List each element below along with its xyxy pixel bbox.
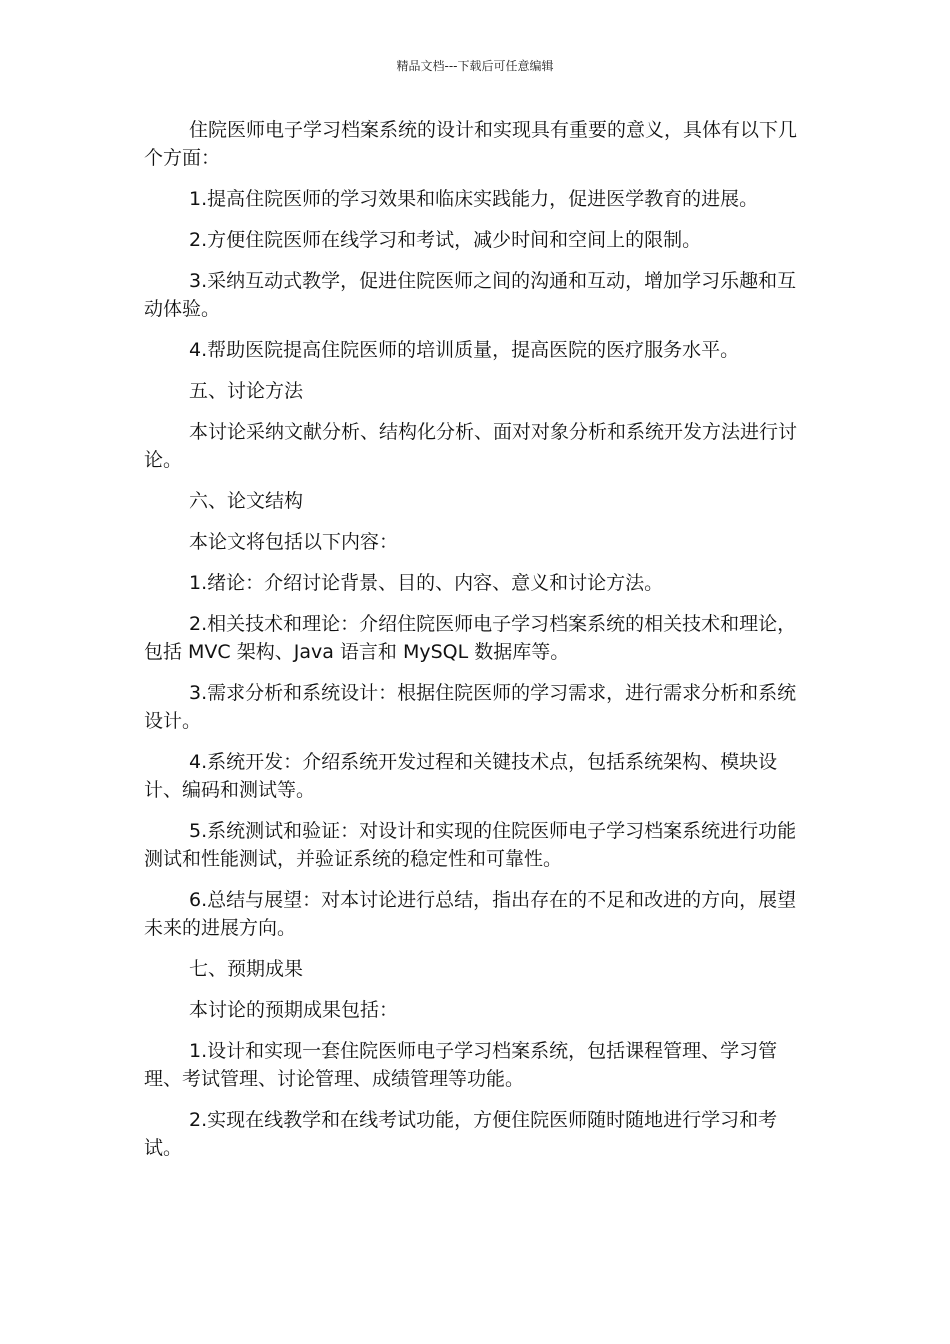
paragraph-significance-4: 4.帮助医院提高住院医师的培训质量，提高医院的医疗服务水平。 [189,339,740,361]
paragraph-outcomes-1: 1.设计和实现一套住院医师电子学习档案系统，包括课程管理、学习管理、考试管理、讨论管理、成绩管理等功能。 [144,1040,778,1090]
section-heading-outcomes: 七、预期成果 [189,958,304,980]
paragraph-methods: 本讨论采纳文献分析、结构化分析、面对对象分析和系统开发方法进行讨论。 [144,421,798,471]
paragraph-structure-4: 4.系统开发：介绍系统开发过程和关键技术点，包括系统架构、模块设计、编码和测试等。 [144,751,778,801]
paragraph-outcomes-intro: 本讨论的预期成果包括： [189,999,399,1021]
paragraph-structure-3: 3.需求分析和系统设计：根据住院医师的学习需求，进行需求分析和系统设计。 [144,682,797,732]
paragraph-significance-intro: 住院医师电子学习档案系统的设计和实现具有重要的意义，具体有以下几个方面： [144,119,798,169]
paragraph-significance-1: 1.提高住院医师的学习效果和临床实践能力，促进医学教育的进展。 [189,188,759,210]
paragraph-structure-2: 2.相关技术和理论：介绍住院医师电子学习档案系统的相关技术和理论，包括 MVC 架构、Java 语言和 MySQL 数据库等。 [144,613,797,663]
paragraph-structure-6: 6.总结与展望：对本讨论进行总结，指出存在的不足和改进的方向，展望未来的进展方向。 [144,889,797,939]
section-heading-structure: 六、论文结构 [189,490,304,512]
page-header: 精品文档---下载后可任意编辑 [396,59,554,73]
section-heading-methods: 五、讨论方法 [189,380,304,402]
paragraph-structure-intro: 本论文将包括以下内容： [189,531,399,553]
paragraph-structure-5: 5.系统测试和验证：对设计和实现的住院医师电子学习档案系统进行功能测试和性能测试，并验证系统的稳定性和可靠性。 [144,820,797,870]
paragraph-significance-3: 3.采纳互动式教学，促进住院医师之间的沟通和互动，增加学习乐趣和互动体验。 [144,270,797,320]
paragraph-significance-2: 2.方便住院医师在线学习和考试，减少时间和空间上的限制。 [189,229,702,251]
paragraph-outcomes-2: 2.实现在线教学和在线考试功能，方便住院医师随时随地进行学习和考试。 [144,1109,778,1159]
paragraph-structure-1: 1.绪论：介绍讨论背景、目的、内容、意义和讨论方法。 [189,572,664,594]
document-body [144,116,804,1175]
